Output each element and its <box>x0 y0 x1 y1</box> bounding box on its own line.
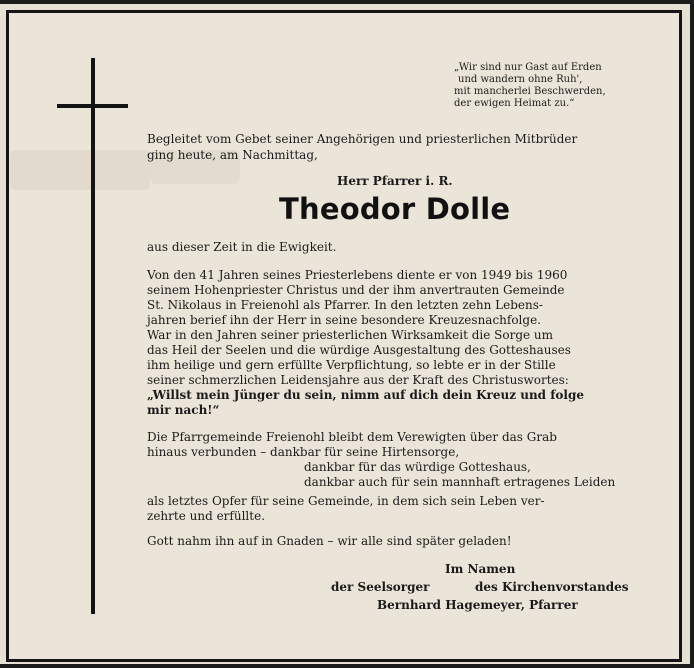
signature-signer: Bernhard Hagemeyer, Pfarrer <box>377 598 578 612</box>
paragraph-line: War in den Jahren seiner priesterlichen Wirksamkeit die Sorge um <box>147 328 554 342</box>
paragraph-line: seiner schmerzlichen Leidensjahre aus der Kraft des Christuswortes: <box>147 373 569 387</box>
signature-seelsorger: der Seelsorger <box>331 580 430 594</box>
paragraph-line: zehrte und erfüllte. <box>147 509 266 523</box>
paragraph-line: dankbar für das würdige Gotteshaus, <box>304 460 531 474</box>
outro-line: aus dieser Zeit in die Ewigkeit. <box>147 240 337 254</box>
motto-line: der ewigen Heimat zu.“ <box>454 98 575 109</box>
paragraph-line: Von den 41 Jahren seines Priesterlebens diente er von 1949 bis 1960 <box>147 268 568 282</box>
paragraph-line: mir nach!“ <box>147 403 220 417</box>
paragraph-line: jahren berief ihn der Herr in seine besondere Kreuzesnachfolge. <box>147 313 541 327</box>
paragraph-line: „Willst mein Jünger du sein, nimm auf dich dein Kreuz und folge <box>147 388 584 402</box>
bleed-through-blob <box>10 150 150 190</box>
cross-icon-vertical <box>91 58 95 614</box>
paragraph-line: dankbar auch für sein mannhaft ertragenes Leiden <box>304 475 616 489</box>
intro-line: ging heute, am Nachmittag, <box>147 148 318 162</box>
paragraph-line: als letztes Opfer für seine Gemeinde, in dem sich sein Leben ver- <box>147 494 545 508</box>
signature-im-namen: Im Namen <box>445 562 516 576</box>
intro-line: Begleitet vom Gebet seiner Angehörigen und priesterlichen Mitbrüder <box>147 132 578 146</box>
deceased-name: Theodor Dolle <box>279 192 511 226</box>
paragraph-line: St. Nikolaus in Freienohl als Pfarrer. In den letzten zehn Lebens- <box>147 298 543 312</box>
paragraph-line: hinaus verbunden – dankbar für seine Hirtensorge, <box>147 445 460 459</box>
paragraph-line: ihm heilige und gern erfüllte Verpflichtung, so lebte er in der Stille <box>147 358 556 372</box>
deceased-title: Herr Pfarrer i. R. <box>337 174 453 188</box>
motto-line: „Wir sind nur Gast auf Erden <box>454 62 602 73</box>
paragraph-line: Die Pfarrgemeinde Freienohl bleibt dem Verewigten über das Grab <box>147 430 557 444</box>
paragraph-line: seinem Hohenpriester Christus und der ihm anvertrauten Gemeinde <box>147 283 565 297</box>
closing-line: Gott nahm ihn auf in Gnaden – wir alle sind später geladen! <box>147 534 512 548</box>
motto-line: und wandern ohne Ruh', <box>458 74 583 85</box>
cross-icon-horizontal <box>57 104 128 108</box>
paragraph-line: das Heil der Seelen und die würdige Ausgestaltung des Gotteshauses <box>147 343 571 357</box>
signature-kirchenvorstand: des Kirchenvorstandes <box>475 580 629 594</box>
motto-quote <box>454 62 606 110</box>
motto-line: mit mancherlei Beschwerden, <box>454 86 606 97</box>
